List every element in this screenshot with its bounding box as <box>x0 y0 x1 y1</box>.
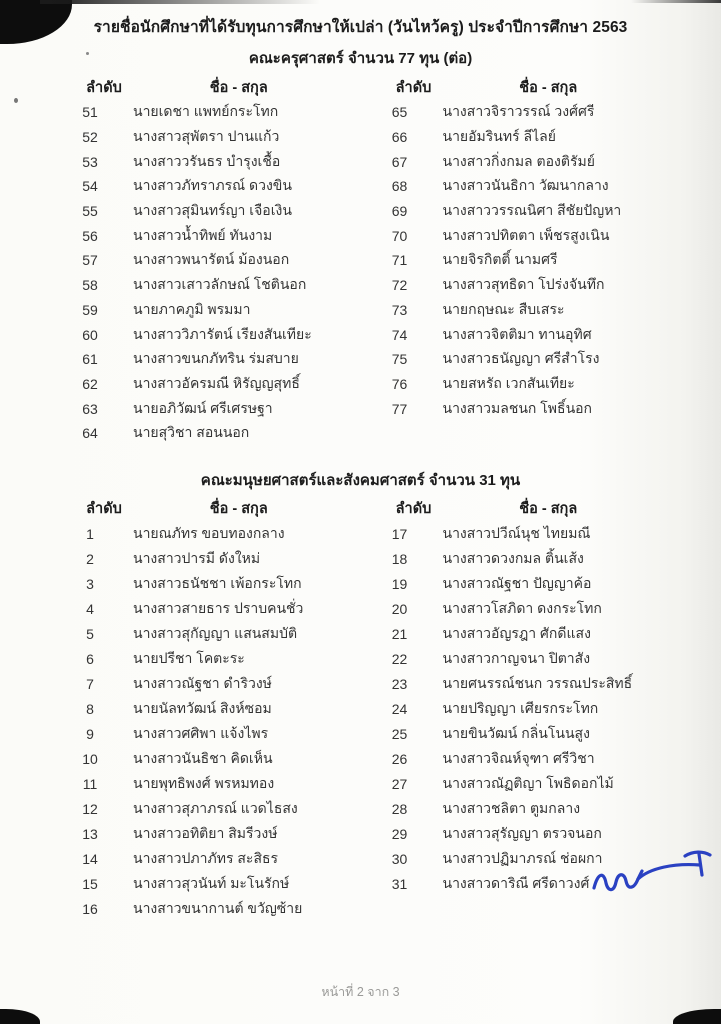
table-right-half <box>370 74 680 446</box>
document-title: รายชื่อนักศึกษาที่ได้รับทุนการศึกษาให้เปล่า (วันไหว้ครู) ประจำปีการศึกษา 2563 <box>93 19 628 36</box>
table-row <box>60 672 370 697</box>
page-number: หน้าที่ 2 จาก 3 <box>321 985 400 999</box>
row-number: 4 <box>86 601 94 618</box>
row-name: นางสาวสุรัญญา ตรวจนอก <box>442 825 602 842</box>
row-name: นางสาวสุพัตรา ปานแก้ว <box>133 128 280 145</box>
row-name: นางสาวนันธิกา วัฒนากลาง <box>442 177 609 194</box>
scan-artifact-bottom-left <box>0 1009 40 1024</box>
row-name: นางสาวโสภิดา ดงกระโทก <box>442 600 602 617</box>
table-row <box>60 522 370 547</box>
table-row <box>370 522 680 547</box>
row-number: 54 <box>82 178 98 195</box>
table-row <box>60 298 370 323</box>
row-number: 30 <box>391 851 408 868</box>
row-name: นายอัมรินทร์ ลีไลย์ <box>442 128 556 145</box>
row-number: 19 <box>391 576 408 593</box>
row-name: นางสาวเสาวลักษณ์ โชตินอก <box>133 276 307 293</box>
table-row <box>370 797 680 822</box>
row-number: 2 <box>86 551 94 568</box>
row-name: นางสาวจิณห์จุฑา ศรีวิชา <box>442 750 595 767</box>
row-name: นางสาวจิตติมา ทานอุทิศ <box>442 325 592 342</box>
row-name: นายปริญญา เศียรกระโทก <box>442 700 599 717</box>
scan-artifact-top-right <box>631 0 721 3</box>
table-row <box>60 872 370 897</box>
row-name: นางสาวนันธิชา คิดเห็น <box>133 750 273 767</box>
row-number: 76 <box>391 375 408 392</box>
row-name: นางสาวกิ่งกมล ตองติรัมย์ <box>442 152 595 169</box>
table-row <box>370 347 680 372</box>
row-number: 26 <box>391 751 408 768</box>
table-row <box>60 597 370 622</box>
table-row <box>370 722 680 747</box>
row-name: นายอภิวัฒน์ ศรีเศรษฐา <box>133 399 273 416</box>
scan-artifact-bottom-right <box>673 1009 721 1024</box>
name-list <box>60 522 370 922</box>
row-number: 67 <box>391 153 408 170</box>
table-row <box>370 125 680 150</box>
name-list <box>60 100 370 446</box>
table-row <box>60 697 370 722</box>
row-name: นางสาวธนัชชา เพ้อกระโทก <box>133 575 302 592</box>
table-row <box>370 597 680 622</box>
row-name: นางสาวณัฏติญา โพธิดอกไม้ <box>442 775 614 792</box>
row-number: 12 <box>82 801 98 818</box>
row-number: 25 <box>391 726 408 743</box>
row-name: นางสาวอัญรฎา ศักดีแสง <box>442 625 591 642</box>
column-header-name: ชื่อ - สกุล <box>519 79 578 96</box>
row-name: นางสาวพนารัตน์ ม้องนอก <box>133 251 290 268</box>
scan-speck <box>86 52 89 55</box>
table-row <box>370 547 680 572</box>
table-row <box>370 199 680 224</box>
column-header-name: ชื่อ - สกุล <box>519 501 578 518</box>
row-name: นางสาวสุวนันท์ มะโนรักษ์ <box>133 875 290 892</box>
column-header-name: ชื่อ - สกุล <box>209 501 268 518</box>
row-number: 24 <box>391 701 408 718</box>
row-number: 15 <box>82 876 98 893</box>
row-number: 64 <box>82 425 98 442</box>
table-header <box>60 74 370 100</box>
row-number: 62 <box>82 375 98 392</box>
table-row <box>60 248 370 273</box>
section-heading: คณะครุศาสตร์ จำนวน 77 ทุน (ต่อ) <box>248 50 473 67</box>
row-number: 63 <box>82 400 98 417</box>
row-number: 1 <box>86 526 94 543</box>
row-number: 56 <box>82 227 98 244</box>
row-number: 6 <box>86 651 94 668</box>
row-number: 9 <box>86 726 94 743</box>
row-number: 11 <box>82 776 98 793</box>
row-name: นางสาวธนัญญา ศรีสำโรง <box>442 350 600 367</box>
table-row <box>60 149 370 174</box>
table-header <box>370 496 680 522</box>
row-number: 8 <box>86 701 94 718</box>
table-row <box>370 747 680 772</box>
row-number: 14 <box>82 851 98 868</box>
table-left-half <box>60 496 370 922</box>
row-number: 3 <box>86 576 94 593</box>
row-name: นางสาวปฏิมาภรณ์ ช่อผกา <box>442 850 603 867</box>
row-number: 18 <box>391 551 408 568</box>
row-name: นายพุทธิพงศ์ พรหมทอง <box>133 775 275 792</box>
row-number: 61 <box>82 351 98 368</box>
section-heading: คณะมนุษยศาสตร์และสังคมศาสตร์ จำนวน 31 ทุน <box>200 471 521 489</box>
column-header-no: ลำดับ <box>395 501 432 518</box>
table-row <box>60 199 370 224</box>
row-number: 51 <box>82 104 98 121</box>
row-name: นางสาววิภารัตน์ เรียงสันเทียะ <box>133 325 312 342</box>
row-number: 73 <box>391 301 408 318</box>
table-row <box>60 125 370 150</box>
row-number: 66 <box>391 129 408 146</box>
row-name: นางสาวน้ำทิพย์ ทันงาม <box>133 226 273 243</box>
row-number: 60 <box>82 326 98 343</box>
row-name: นายจิรกิตติ์ นามศรี <box>442 251 558 268</box>
table-row <box>60 647 370 672</box>
row-number: 69 <box>391 203 408 220</box>
row-name: นางสาวภัทราภรณ์ ดวงขิน <box>133 177 292 194</box>
row-name: นางสาวณัฐชา ปัญญาค้อ <box>442 575 592 592</box>
table-row <box>60 100 370 125</box>
table-row <box>60 772 370 797</box>
row-name: นายสหรัถ เวกสันเทียะ <box>442 374 575 391</box>
table-row <box>370 372 680 397</box>
row-number: 72 <box>391 277 408 294</box>
row-number: 20 <box>391 601 408 618</box>
row-name: นางสาววรรณนิศา สีชัยปัญหา <box>442 202 622 219</box>
row-number: 70 <box>391 227 408 244</box>
table-row <box>60 822 370 847</box>
scan-artifact-top-edge <box>40 0 320 4</box>
row-number: 5 <box>86 626 94 643</box>
table-row <box>60 722 370 747</box>
row-number: 55 <box>82 203 98 220</box>
row-number: 65 <box>391 104 408 121</box>
column-header-no: ลำดับ <box>86 501 122 518</box>
row-name: นางสาวสุมินทร์ญา เจือเงิน <box>133 202 292 219</box>
row-name: นางสาวสุภาภรณ์ แวดไธสง <box>133 800 298 817</box>
table-row <box>370 248 680 273</box>
row-number: 52 <box>82 129 98 146</box>
row-name: นายนัลทวัฒน์ สิงห์ซอม <box>133 700 272 717</box>
row-name: นายศนรรณ์ชนก วรรณประสิทธิ์ <box>442 675 633 692</box>
row-number: 53 <box>82 153 98 170</box>
row-name: นายณภัทร ขอบทองกลาง <box>133 525 285 542</box>
table-header <box>60 496 370 522</box>
table-row <box>370 647 680 672</box>
table-row <box>60 421 370 446</box>
table-row <box>60 322 370 347</box>
table-row <box>370 322 680 347</box>
table-row <box>370 672 680 697</box>
row-number: 17 <box>391 526 408 543</box>
row-name: นางสาวสุกัญญา แสนสมบัติ <box>133 625 298 642</box>
row-name: นางสาวปารมี ดังใหม่ <box>133 550 261 567</box>
row-number: 59 <box>82 301 98 318</box>
table-row <box>60 897 370 922</box>
table-row <box>370 223 680 248</box>
table-row <box>370 298 680 323</box>
row-name: นายภาคภูมิ พรมมา <box>133 300 251 317</box>
row-name: นางสาวอัครมณี หิรัญญสุทธิ์ <box>133 374 300 391</box>
row-number: 16 <box>82 901 98 918</box>
table-row <box>60 847 370 872</box>
row-name: นายขินวัฒน์ กลิ่นโนนสูง <box>442 725 590 742</box>
row-name: นางสาวณัฐชา ดำริวงษ์ <box>133 675 272 692</box>
row-name: นางสาวขนากานต์ ขวัญซ้าย <box>133 900 303 917</box>
row-number: 21 <box>391 626 408 643</box>
name-list <box>370 100 680 421</box>
row-name: นายปรีชา โคตะระ <box>133 650 245 667</box>
row-number: 57 <box>82 252 98 269</box>
row-name: นางสาววรันธร บำรุงเชื้อ <box>133 152 281 169</box>
table-row <box>370 697 680 722</box>
column-header-no: ลำดับ <box>86 79 122 96</box>
signature-handwritten-ink <box>586 848 721 900</box>
table-row <box>370 772 680 797</box>
row-number: 31 <box>391 876 408 893</box>
row-number: 13 <box>82 826 98 843</box>
row-number: 68 <box>391 178 408 195</box>
row-name: นายสุวิชา สอนนอก <box>133 424 250 441</box>
table-row <box>60 347 370 372</box>
row-name: นางสาวดวงกมล ติ้นเส้ง <box>442 550 584 567</box>
row-name: นางสาวจิราวรรณ์ วงศ์ศรี <box>442 103 595 120</box>
row-name: นางสาวอทิติยา สิมรีวงษ์ <box>133 825 278 842</box>
row-name: นางสาวสายธาร ปราบคนชั่ว <box>133 600 304 617</box>
row-number: 10 <box>82 751 98 768</box>
row-number: 58 <box>82 277 98 294</box>
table-row <box>60 223 370 248</box>
table-row <box>60 572 370 597</box>
scan-speck <box>14 98 18 103</box>
table-row <box>370 822 680 847</box>
table-row <box>60 622 370 647</box>
row-name: นางสาวปวีณ์นุช ไทยมณี <box>442 525 591 542</box>
row-name: นางสาวดาริณี ศรีดาวงศ์ <box>442 875 590 892</box>
row-number: 75 <box>391 351 408 368</box>
column-header-name: ชื่อ - สกุล <box>209 79 268 96</box>
table-header <box>370 74 680 100</box>
table-row <box>370 174 680 199</box>
row-name: นางสาวมลชนก โพธิ์นอก <box>442 399 593 416</box>
table-row <box>60 273 370 298</box>
row-number: 28 <box>391 801 408 818</box>
row-name: นางสาวชลิตา ตูมกลาง <box>442 800 581 817</box>
table-row <box>60 372 370 397</box>
table-row <box>370 100 680 125</box>
name-table <box>0 74 721 446</box>
row-number: 23 <box>391 676 408 693</box>
row-name: นางสาวปทิตตา เพ็ชรสูงเนิน <box>442 226 610 243</box>
table-row <box>370 273 680 298</box>
row-number: 74 <box>391 326 408 343</box>
name-list <box>370 522 680 897</box>
row-name: นายกฤษณะ สืบเสระ <box>442 300 565 317</box>
row-number: 71 <box>391 252 408 269</box>
table-row <box>370 396 680 421</box>
row-number: 7 <box>86 676 94 693</box>
table-row <box>370 622 680 647</box>
row-name: นางสาวศศิพา แจ้งไพร <box>133 725 269 742</box>
row-name: นายเดชา แพทย์กระโทก <box>133 103 279 120</box>
row-name: นางสาวปภาภัทร สะสิธร <box>133 850 279 867</box>
table-row <box>370 572 680 597</box>
section-education-faculty <box>0 46 721 446</box>
row-name: นางสาวสุทธิดา โปร่งจันทึก <box>442 276 605 293</box>
row-number: 29 <box>391 826 408 843</box>
table-row <box>60 396 370 421</box>
row-number: 77 <box>391 400 408 417</box>
table-row <box>60 747 370 772</box>
row-name: นางสาวขนกภัทริน ร่มสบาย <box>133 350 299 367</box>
row-number: 27 <box>391 776 408 793</box>
table-row <box>60 547 370 572</box>
row-name: นางสาวกาญจนา ปิตาสัง <box>442 650 591 667</box>
table-row <box>370 149 680 174</box>
row-number: 22 <box>391 651 408 668</box>
table-row <box>60 174 370 199</box>
table-row <box>60 797 370 822</box>
column-header-no: ลำดับ <box>395 79 432 96</box>
table-left-half <box>60 74 370 446</box>
